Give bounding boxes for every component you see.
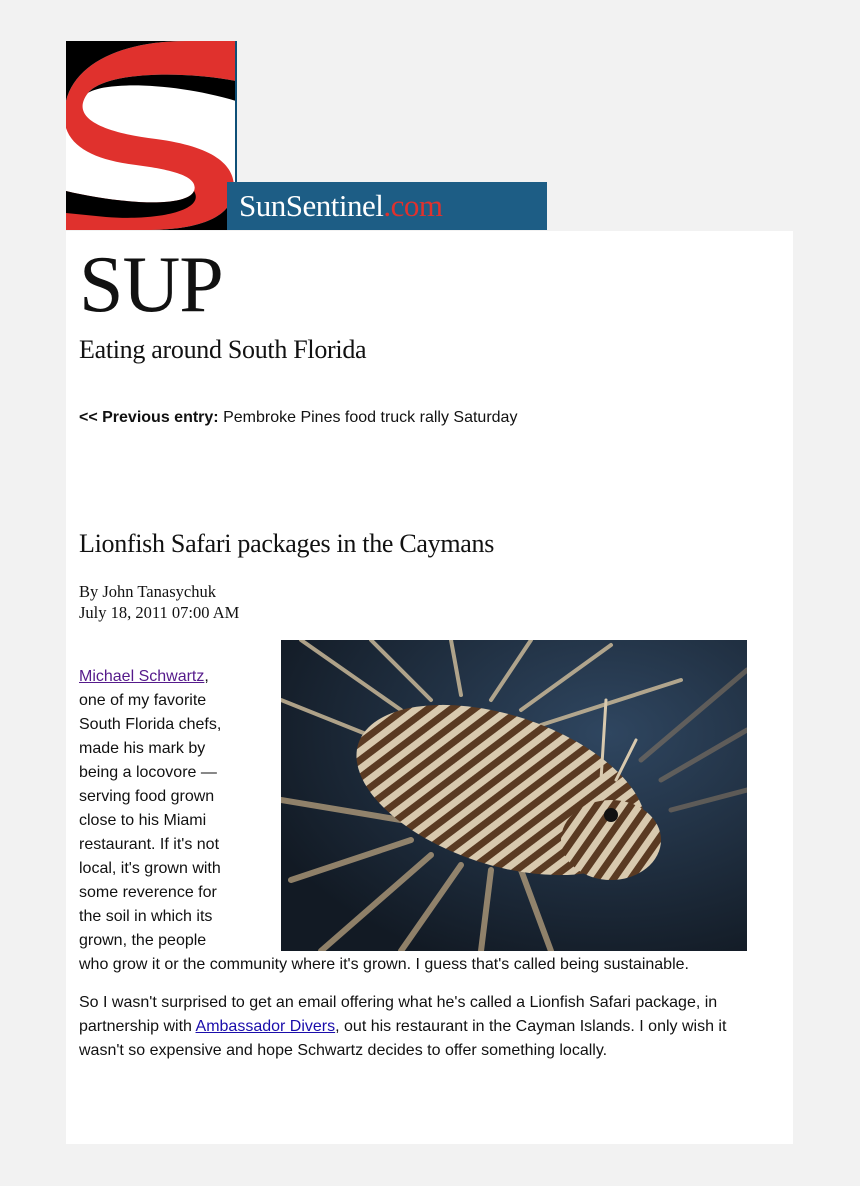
brand-suffix: .com [383,188,443,223]
previous-entry-title[interactable]: Pembroke Pines food truck rally Saturday [223,409,518,426]
previous-entry-label: << Previous entry: [79,409,219,426]
michael-schwartz-link[interactable]: Michael Schwartz [79,668,205,685]
paragraph-1-tail: who grow it or the community where it's grown. I guess that's called being sustainable. [79,956,689,973]
wrap-line: restaurant. If it's not [79,836,220,853]
wrap-line: one of my favorite [79,692,207,709]
article-body [79,665,729,1077]
wrap-line: some reverence for [79,884,217,901]
logo-divider [235,41,237,182]
post-title: Lionfish Safari packages in the Caymans [79,529,495,558]
wrap-line: local, it's grown with [79,860,221,877]
comma-text: , [204,668,209,685]
wrap-line: being a locovore — [79,764,217,781]
wrap-line: the soil in which its [79,908,213,925]
post-date: July 18, 2011 07:00 AM [79,603,240,622]
wrap-line: South Florida chefs, [79,716,222,733]
paragraph-1 [79,665,729,977]
brand-name: SunSentinel [239,188,384,223]
paragraph-2-end: , out his restaurant in the Cayman Islands. I only wish it wasn't so expensive and hope Schwartz decides to offer something locally. [79,1018,727,1059]
ambassador-divers-link[interactable]: Ambassador Divers [195,1018,336,1035]
wrap-line: made his mark by [79,740,206,757]
sun-sentinel-wordmark[interactable] [227,182,547,230]
byline [79,581,239,623]
blog-page [66,231,793,1144]
sun-sentinel-s-logo[interactable] [66,41,236,230]
paragraph-2-start: So I wasn't surprised to get an email offering what he's called a Lionfish Safari package, in partnership with [79,994,718,1035]
previous-entry-nav[interactable] [79,409,517,427]
wrap-line: serving food grown [79,788,215,805]
paragraph-2 [79,991,729,1063]
s-logo-icon [66,41,236,230]
wrap-line: close to his Miami [79,812,207,829]
blog-subtitle: Eating around South Florida [79,335,367,364]
post-author: By John Tanasychuk [79,582,216,601]
wrap-line: grown, the people [79,932,207,949]
blog-title: SUP [79,241,223,329]
